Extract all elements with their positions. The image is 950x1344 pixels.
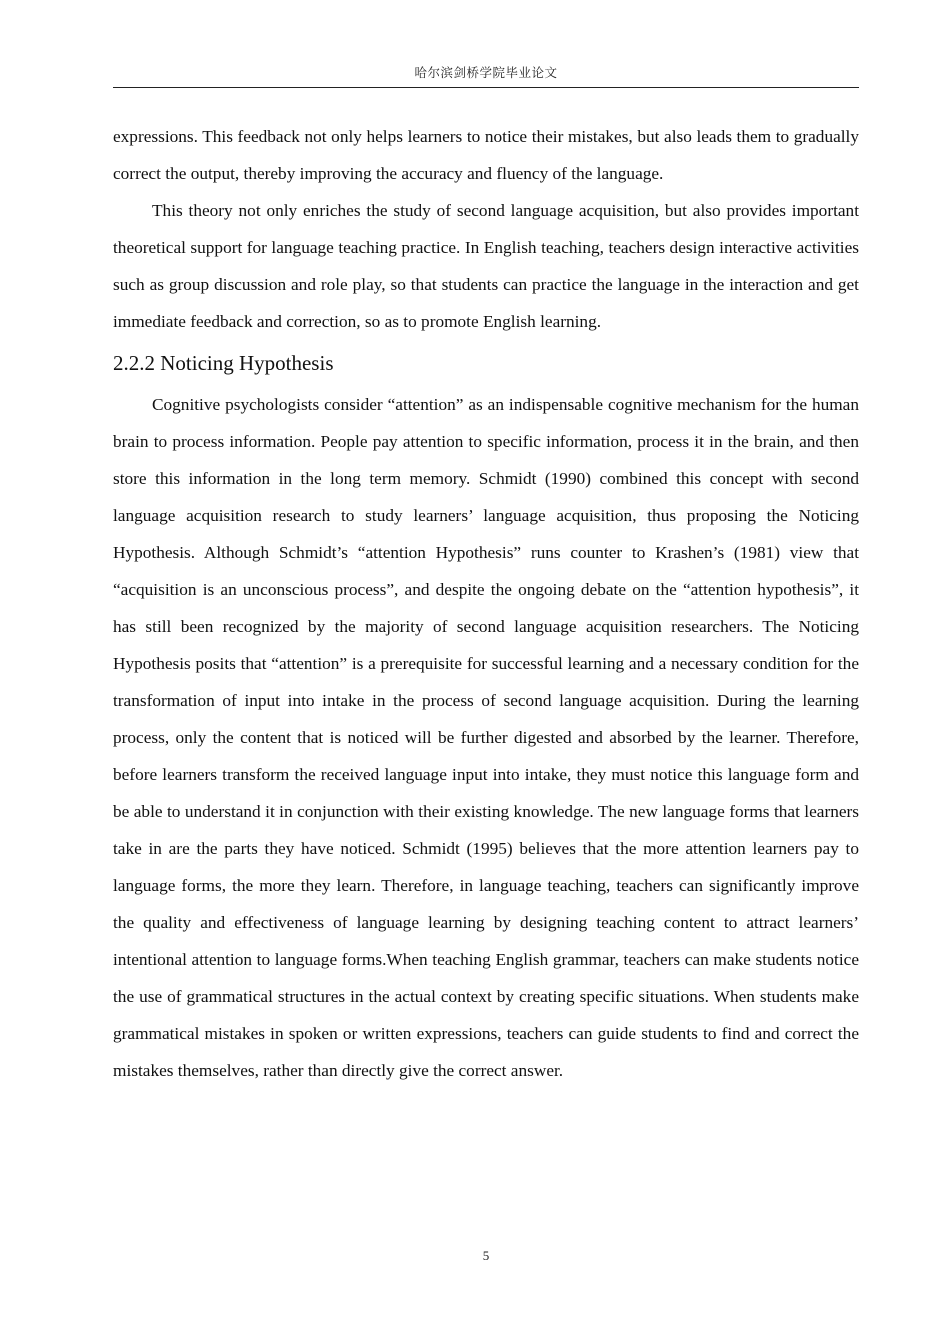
paragraph-theory-summary: This theory not only enriches the study of second language acquisition, but also provides important theoretical support for language teaching practice. In English teaching, teachers design interactive activities such as group discussion and role play, so that students can practice the language in the interaction and get immediate feedback and correction, so as to promote English learning. (113, 201, 859, 331)
page-header-title: 哈尔滨剑桥学院毕业论文 (414, 65, 558, 80)
document-body (113, 118, 859, 1089)
paragraph-noticing-hypothesis: Cognitive psychologists consider “attention” as an indispensable cognitive mechanism for the human brain to process information. People pay attention to specific information, process it in the brain, and then store this information in the long term memory. Schmidt (1990) combined this concept with second language acquisition research to study learners’ language acquisition, thus proposing the Noticing Hypothesis. Although Schmidt’s “attention Hypothesis” runs counter to Krashen’s (1981) view that “acquisition is an unconscious process”, and despite the ongoing debate on the “attention hypothesis”, it has still been recognized by the majority of second language acquisition researchers. The Noticing Hypothesis posits that “attention” is a prerequisite for successful learning and a necessary condition for the transformation of input into intake in the process of second language acquisition. During the learning process, only the content that is noticed will be further digested and absorbed by the learner. Therefore, before learners transform the received language input into intake, they must notice this language form and be able to understand it in conjunction with their existing knowledge. The new language forms that learners take in are the parts they have noticed. Schmidt (1995) believes that the more attention learners pay to language forms, the more they learn. Therefore, in language teaching, teachers can significantly improve the quality and effectiveness of language learning by designing teaching content to attract learners’ intentional attention to language forms.When teaching English grammar, teachers can make students notice the use of grammatical structures in the actual context by creating specific situations. When students make grammatical mistakes in spoken or written expressions, teachers can guide students to find and correct the mistakes themselves, rather than directly give the correct answer. (113, 395, 859, 1080)
section-heading: 2.2.2 Noticing Hypothesis (113, 351, 334, 375)
header-divider (113, 87, 859, 88)
paragraph-continuation: expressions. This feedback not only helps learners to notice their mistakes, but also leads them to gradually correct the output, thereby improving the accuracy and fluency of the language. (113, 127, 859, 183)
page-number: 5 (482, 1248, 490, 1263)
